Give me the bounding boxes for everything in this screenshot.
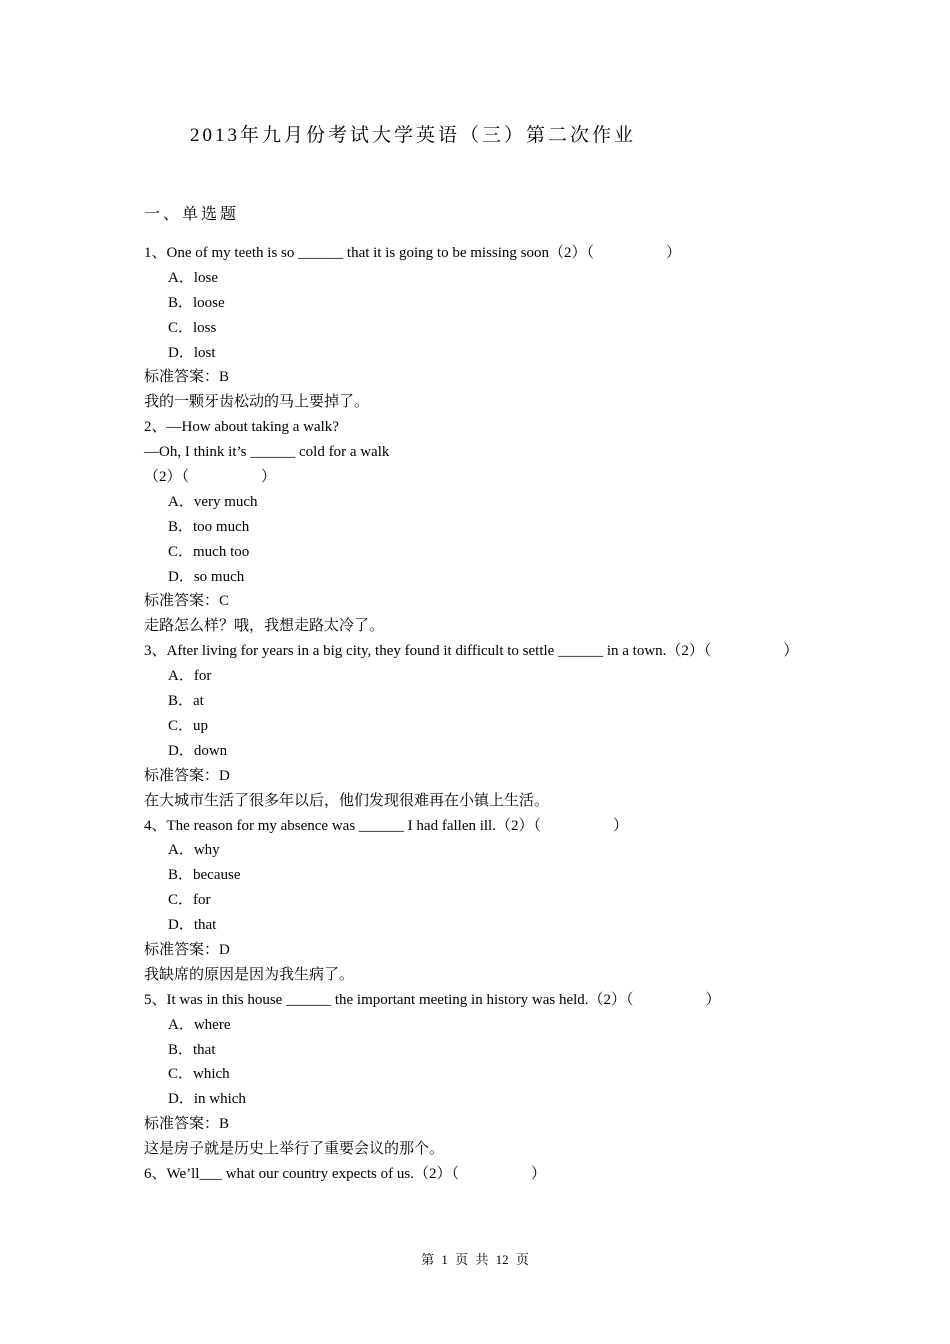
page-footer: 第 1 页 共 12 页: [421, 1252, 529, 1267]
question-3-answer: 标准答案：D: [144, 767, 230, 784]
question-3-option-c: C．up: [168, 717, 209, 734]
question-3-explanation: 在大城市生活了很多年以后，他们发现很难再在小镇上生活。: [144, 792, 550, 809]
question-4-option-c: C．for: [168, 892, 211, 909]
question-4-answer: 标准答案：D: [144, 941, 230, 958]
question-5-explanation: 这是房子就是历史上举行了重要会议的那个。: [144, 1141, 445, 1158]
question-1-option-c: C．loss: [168, 319, 217, 336]
question-3-text: 3、After living for years in a big city, they found it difficult to settle ______ in a town.（2）（ ）: [144, 643, 799, 660]
question-1-option-a: A．lose: [168, 269, 218, 286]
question-4-explanation: 我缺席的原因是因为我生病了。: [144, 966, 355, 983]
question-5-option-d: D．in which: [168, 1091, 246, 1108]
question-1-option-d: D．lost: [168, 344, 216, 361]
question-2-text: 2、—How about taking a walk?: [144, 419, 339, 436]
question-4-text: 4、The reason for my absence was ______ I had fallen ill.（2）（ ）: [144, 817, 628, 834]
question-2-option-b: B．too much: [168, 518, 250, 535]
question-3-option-a: A．for: [168, 668, 212, 685]
question-6-text: 6、We’ll___ what our country expects of us.（2）（ ）: [144, 1165, 546, 1182]
question-1-option-b: B．loose: [168, 294, 225, 311]
question-2-text-line-3: （2）（ ）: [144, 469, 277, 486]
question-2-option-d: D．so much: [168, 568, 245, 585]
question-4-option-b: B．because: [168, 867, 241, 884]
section-heading: 一、单选题: [144, 206, 240, 223]
question-5-answer: 标准答案：B: [144, 1116, 230, 1133]
question-5-text: 5、It was in this house ______ the important meeting in history was held.（2）（ ）: [144, 991, 721, 1008]
question-2-text-line-2: —Oh, I think it’s ______ cold for a walk: [144, 444, 390, 461]
question-1-answer: 标准答案：B: [144, 369, 230, 386]
question-4-option-a: A．why: [168, 842, 220, 859]
question-5-option-a: A．where: [168, 1016, 231, 1033]
document-title: 2013年九月份考试大学英语（三）第二次作业: [190, 125, 637, 146]
question-2-explanation: 走路怎么样？哦，我想走路太冷了。: [144, 618, 385, 635]
question-2-answer: 标准答案：C: [144, 593, 230, 610]
question-1-text: 1、One of my teeth is so ______ that it is going to be missing soon（2）（ ）: [144, 245, 682, 261]
question-3-option-b: B．at: [168, 693, 204, 710]
question-3-option-d: D．down: [168, 742, 228, 759]
question-1-explanation: 我的一颗牙齿松动的马上要掉了。: [144, 394, 370, 411]
question-5-option-b: B．that: [168, 1041, 216, 1058]
question-list: [144, 241, 814, 1187]
question-2-option-c: C．much too: [168, 543, 250, 560]
question-5-option-c: C．which: [168, 1066, 230, 1083]
question-4-option-d: D．that: [168, 917, 217, 934]
question-2-option-a: A．very much: [168, 493, 258, 510]
